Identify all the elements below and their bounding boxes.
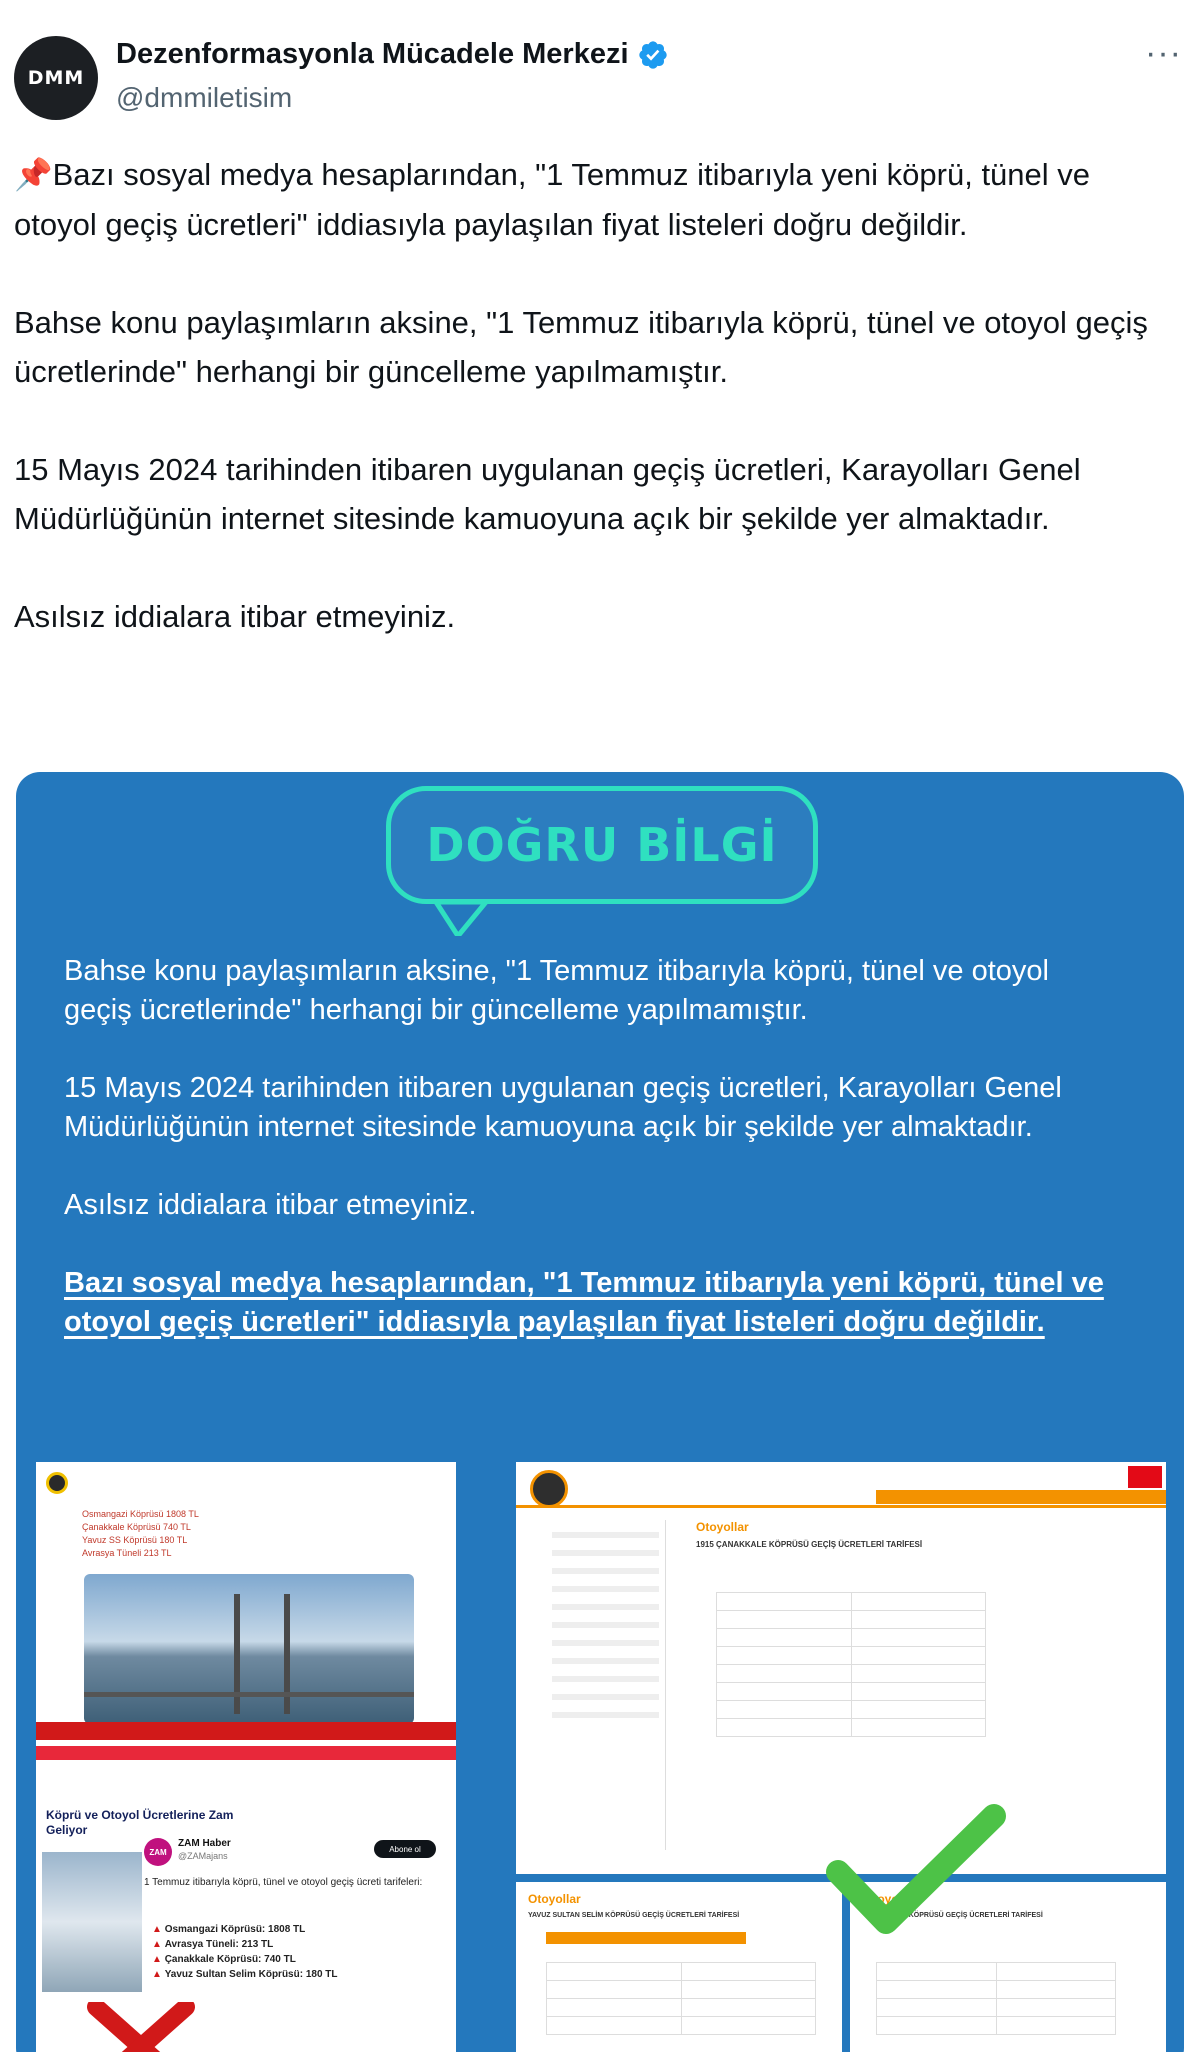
sr-tariff-table-3	[876, 1962, 1116, 2035]
kgm-menu-bar	[876, 1490, 1166, 1504]
avatar[interactable]	[14, 36, 98, 120]
pushpin-icon: 📌	[14, 157, 53, 193]
avatar-logo-text: DMM	[27, 67, 85, 89]
sl-list-item: Yavuz SS Köprüsü 180 TL	[82, 1535, 188, 1545]
sr-table2-section: Otoyollar	[528, 1892, 581, 1906]
sr-table3-title: OSMANGAZİ KÖPRÜSÜ GEÇİŞ ÜCRETLERİ TARİFESİ	[864, 1912, 1043, 1919]
card-paragraph-1: Bahse konu paylaşımların aksine, "1 Temmuz itibarıyla köprü, tünel ve otoyol geçiş ücretlerinde" herhangi bir güncelleme yapılmamıştır.	[64, 955, 1049, 1026]
sl-follow-button: Abone ol	[374, 1840, 436, 1858]
tweet-paragraph-2: Bahse konu paylaşımların aksine, "1 Temmuz itibarıyla köprü, tünel ve otoyol geçiş ücretlerinde" herhangi bir güncelleme yapılmamıştır.	[14, 305, 1148, 389]
sl-header	[46, 1472, 68, 1494]
card-paragraph-3: Asılsız iddialara itibar etmeyiniz.	[64, 1189, 477, 1221]
sr-table2-bar	[546, 1932, 746, 1944]
sl-list-item: Avrasya Tüneli 213 TL	[82, 1548, 172, 1558]
red-cross-icon	[86, 2002, 206, 2052]
sl-card-list	[152, 1922, 338, 1982]
news-logo-icon	[46, 1472, 68, 1494]
sr-table1-title: 1915 ÇANAKKALE KÖPRÜSÜ GEÇİŞ ÜCRETLERİ TARİFESİ	[696, 1540, 923, 1549]
kgm-sidebar	[546, 1520, 666, 1850]
card-paragraph-2: 15 Mayıs 2024 tarihinden itibaren uygulanan geçiş ücretleri, Karayolları Genel Müdürlüğünün internet sitesinde kamuoyuna açık bir şekilde yer almaktadır.	[64, 1072, 1062, 1143]
green-check-icon	[826, 1802, 1006, 1942]
card-text	[64, 952, 1124, 1381]
news-nav-bar	[36, 1746, 456, 1760]
account-handle[interactable]: @dmmiletisim	[116, 82, 293, 113]
sl-card-list-item: ▲ Yavuz Sultan Selim Köprüsü: 180 TL	[152, 1969, 338, 1980]
display-name[interactable]: Dezenformasyonla Mücadele Merkezi	[116, 38, 629, 70]
tweet-text	[14, 150, 1174, 641]
sl-headline: Köprü ve Otoyol Ücretlerine Zam Geliyor	[46, 1808, 234, 1837]
sr-table3-section: Otoyollar	[864, 1892, 917, 1906]
bridge-deck	[84, 1692, 414, 1697]
sl-card-list-item: ▲ Avrasya Tüneli: 213 TL	[152, 1939, 274, 1950]
official-site-screenshot	[516, 1462, 1166, 2052]
sr-table2-title: YAVUZ SULTAN SELİM KÖPRÜSÜ GEÇİŞ ÜCRETLERİ TARİFESİ	[528, 1912, 740, 1919]
sl-list-item: Osmangazi Köprüsü 1808 TL	[82, 1509, 199, 1519]
card-paragraph-4: Bazı sosyal medya hesaplarından, "1 Temmuz itibarıyla yeni köprü, tünel ve otoyol geçiş ücretleri" iddiasıyla paylaşılan fiyat listeleri doğru değildir.	[64, 1267, 1104, 1338]
verified-badge-icon	[637, 39, 669, 71]
sl-price-list	[82, 1508, 199, 1560]
more-options-icon[interactable]: ···	[1145, 34, 1182, 72]
kgm-topbar	[516, 1462, 1166, 1508]
badge-frame	[386, 786, 818, 904]
tweet-paragraph-1: 📌Bazı sosyal medya hesaplarından, "1 Temmuz itibarıyla yeni köprü, tünel ve otoyol geçiş ücretleri" iddiasıyla paylaşılan fiyat listeleri doğru değildir.	[14, 157, 1091, 242]
tweet-media-image[interactable]	[16, 772, 1184, 2052]
false-claim-screenshot	[36, 1462, 456, 2052]
turkish-flag-icon	[1128, 1466, 1162, 1488]
dogru-bilgi-badge	[386, 786, 818, 936]
bridge-photo-2	[42, 1852, 142, 1992]
sl-list-item: Çanakkale Köprüsü 740 TL	[82, 1522, 191, 1532]
sl-card-list-item: ▲ Osmangazi Köprüsü: 1808 TL	[152, 1924, 306, 1935]
news-red-bar	[36, 1722, 456, 1740]
name-row	[116, 38, 669, 71]
zam-avatar: ZAM	[144, 1838, 172, 1866]
badge-text: DOĞRU BİLGİ	[426, 818, 778, 872]
tweet-paragraph-3: 15 Mayıs 2024 tarihinden itibaren uygulanan geçiş ücretleri, Karayolları Genel Müdürlüğünün internet sitesinde kamuoyuna açık bir şekilde yer almaktadır.	[14, 452, 1081, 536]
sl-card-name: ZAM Haber	[178, 1838, 231, 1849]
sl-card-list-item: ▲ Çanakkale Köprüsü: 740 TL	[152, 1954, 296, 1965]
sl-card-text: 1 Temmuz itibarıyla köprü, tünel ve otoyol geçiş ücreti tarifeleri:	[144, 1877, 423, 1888]
bridge-photo	[84, 1574, 414, 1724]
sl-card-handle: @ZAMajans	[178, 1851, 228, 1861]
sr-section-title: Otoyollar	[696, 1520, 749, 1534]
kgm-logo-icon	[530, 1470, 568, 1508]
sr-tariff-table-2	[546, 1962, 816, 2035]
tweet-paragraph-4: Asılsız iddialara itibar etmeyiniz.	[14, 599, 456, 634]
sr-tariff-table-1	[716, 1592, 986, 1737]
tweet-header	[0, 0, 1200, 130]
